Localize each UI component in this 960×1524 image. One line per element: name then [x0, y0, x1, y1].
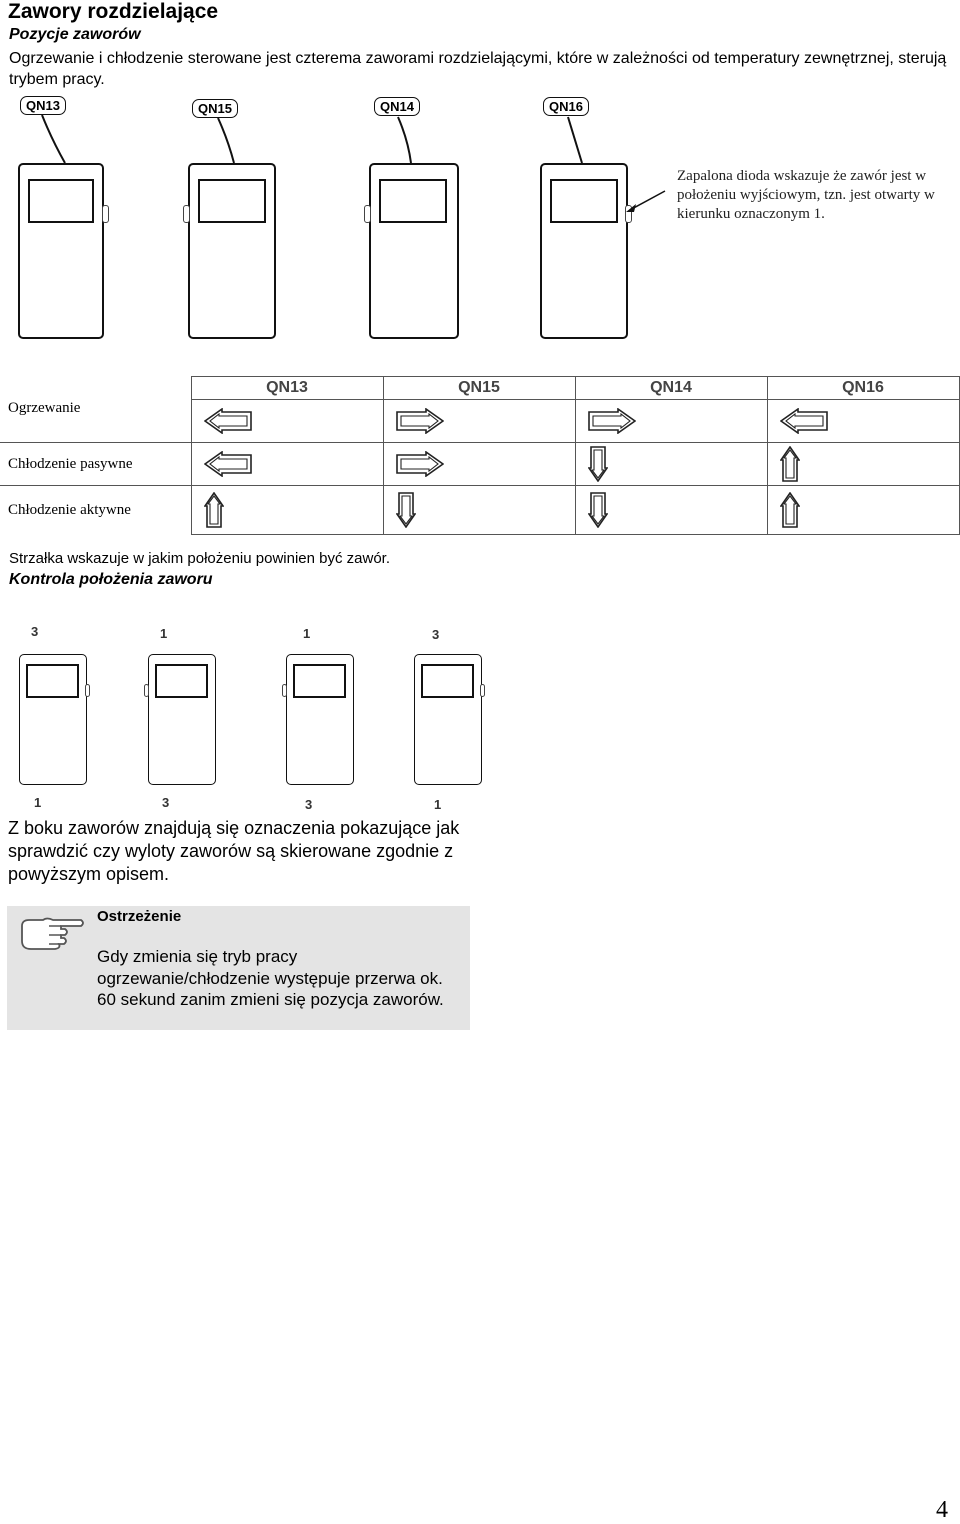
valve-marking-number: 1	[434, 797, 442, 812]
valve-body-qn14	[369, 163, 459, 339]
table-cell	[191, 486, 383, 535]
arrow-left-icon	[204, 408, 252, 434]
row-label: Ogrzewanie	[8, 400, 81, 417]
table-cell	[767, 486, 959, 535]
table-cell	[383, 486, 575, 535]
column-header: QN16	[767, 377, 959, 400]
control-valve-body	[148, 654, 216, 785]
table-cell	[575, 400, 767, 443]
column-header: QN15	[383, 377, 575, 400]
arrow-left-icon	[780, 408, 828, 434]
table-cell	[383, 400, 575, 443]
column-header: QN14	[575, 377, 767, 400]
column-header: QN13	[191, 377, 383, 400]
page-number: 4	[936, 1497, 948, 1523]
row-label: Chłodzenie aktywne	[0, 486, 191, 535]
valve-marking-number: 1	[34, 795, 42, 810]
led-pointer-arrow	[620, 185, 670, 220]
section-subheading: Pozycje zaworów	[9, 26, 141, 43]
valve-marking-number: 1	[160, 626, 168, 641]
warning-box	[7, 906, 470, 1030]
table-cell	[575, 443, 767, 486]
valve-leader-lines	[0, 0, 700, 170]
table-cell	[191, 400, 383, 443]
arrow-up-icon	[204, 492, 224, 528]
arrow-down-icon	[588, 446, 608, 482]
valve-marking-number: 3	[162, 795, 170, 810]
valve-body-qn13	[18, 163, 104, 339]
control-valve-body	[414, 654, 482, 785]
arrow-right-icon	[588, 408, 636, 434]
table-cell	[383, 443, 575, 486]
valve-tag-qn16: QN16	[543, 97, 589, 116]
table-cell	[767, 400, 959, 443]
arrow-right-icon	[396, 408, 444, 434]
arrow-up-icon	[780, 446, 800, 482]
valve-body-qn16	[540, 163, 628, 339]
pointing-hand-icon	[19, 914, 85, 952]
table-cell	[767, 443, 959, 486]
valve-tag-qn13: QN13	[20, 96, 66, 115]
markings-paragraph: Z boku zaworów znajdują się oznaczenia pokazujące jak sprawdzić czy wyloty zaworów są skierowane zgodnie z powyższym opisem.	[8, 818, 460, 884]
arrow-up-icon	[780, 492, 800, 528]
row-label: Chłodzenie pasywne	[0, 443, 191, 486]
valve-position-table	[0, 376, 960, 535]
valve-marking-number: 3	[305, 797, 313, 812]
arrow-caption: Strzałka wskazuje w jakim położeniu powinien być zawór.	[9, 550, 391, 567]
valve-tag-qn14: QN14	[374, 97, 420, 116]
valve-tag-qn15: QN15	[192, 99, 238, 118]
arrow-right-icon	[396, 451, 444, 477]
valve-marking-number: 3	[31, 624, 39, 639]
arrow-down-icon	[588, 492, 608, 528]
arrow-down-icon	[396, 492, 416, 528]
valve-body-qn15	[188, 163, 276, 339]
table-cell	[575, 486, 767, 535]
control-valve-body	[19, 654, 87, 785]
control-valve-body	[286, 654, 354, 785]
table-cell	[191, 443, 383, 486]
warning-text: Gdy zmienia się tryb pracy ogrzewanie/chłodzenie występuje przerwa ok. 60 sekund zanim zmieni się pozycja zaworów.	[97, 947, 444, 1009]
warning-title: Ostrzeżenie	[97, 908, 182, 925]
valve-marking-number: 3	[432, 627, 440, 642]
page-title: Zawory rozdzielające	[8, 0, 219, 23]
intro-text: Ogrzewanie i chłodzenie sterowane jest czterema zaworami rozdzielającymi, które w zależności od temperatury zewnętrznej, sterują trybem pracy.	[9, 50, 947, 88]
led-note: Zapalona dioda wskazuje że zawór jest w położeniu wyjściowym, tzn. jest otwarty w kierunku oznaczonym 1.	[677, 168, 935, 222]
control-heading: Kontrola położenia zaworu	[9, 571, 213, 588]
arrow-left-icon	[204, 451, 252, 477]
valve-marking-number: 1	[303, 626, 311, 641]
